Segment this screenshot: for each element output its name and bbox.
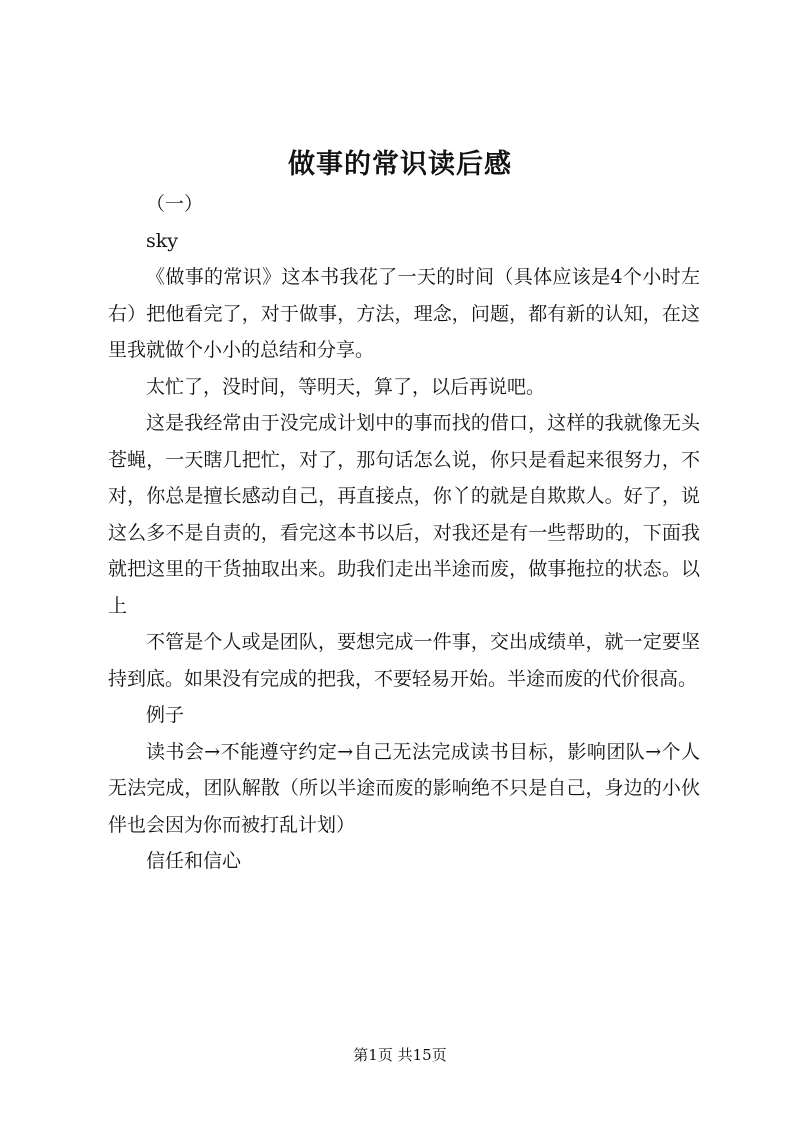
author-name: sky [146, 229, 178, 252]
paragraph: 这是我经常由于没完成计划中的事而找的借口，这样的我就像无头苍蝇，一天瞎几把忙，对了，那句话怎么说，你只是看起来很努力，不对，你总是擅长感动自己，再直接点，你丫的就是自欺欺人。好了，说这么多不是自责的，看完这本书以后，对我还是有一些帮助的，下面我就把这里的干货抽取出来。助我们走出半途而废，做事拖拉的状态。以上 [108, 412, 700, 617]
paragraph: 《做事的常识》这本书我花了一天的时间（具体应该是4个小时左右）把他看完了，对于做事，方法，理念，问题，都有新的认知，在这里我就做个小小的总结和分享。 [108, 266, 700, 361]
paragraph-heading: 信任和信心 [146, 850, 242, 872]
document-title: 做事的常识读后感 [288, 149, 512, 180]
paragraph: 太忙了，没时间，等明天，算了，以后再说吧。 [146, 375, 546, 398]
page-number: 第1页 共15页 [353, 1046, 447, 1064]
document-body [108, 186, 700, 880]
paragraph: 读书会→不能遵守约定→自己无法完成读书目标，影响团队→个人无法完成，团队解散（所以半途而废的影响绝不只是自己，身边的小伙伴也会因为你而被打乱计划） [108, 740, 700, 836]
paragraph-heading: 例子 [146, 704, 185, 726]
section-number: （一） [146, 193, 204, 215]
paragraph: 不管是个人或是团队，要想完成一件事，交出成绩单，就一定要坚持到底。如果没有完成的把我，不要轻易开始。半途而废的代价很高。 [108, 631, 700, 690]
